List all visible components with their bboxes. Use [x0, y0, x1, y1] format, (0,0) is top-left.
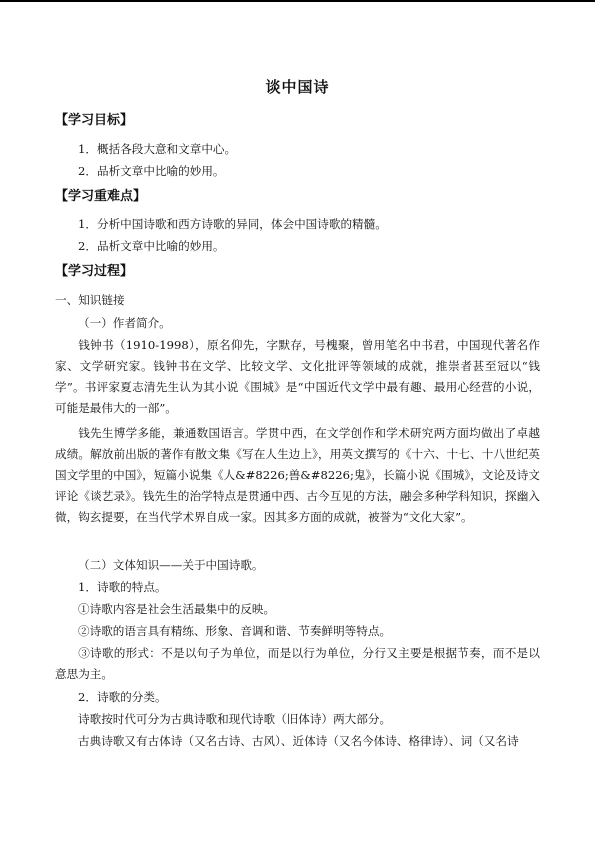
- author-works-text: 钱先生博学多能，兼通数国语言。学贯中西，在文学创作和学术研究两方面均做出了卓越成绩。解放前出版的著作有散文集《写在人生边上》，用英文撰写的《十六、十七、十八世纪英国文学里的中国》，短篇小说集《人&#8226;兽&#8226;鬼》，长篇小说《围城》，文论及诗文评论《谈艺录》。钱先生的治学特点是贯通中西、古今互见的方法，融会多种学科知识，探幽入微，钩玄提要，在当代学术界自成一家。因其多方面的成就，被誉为“文化大家”。: [55, 426, 540, 524]
- feature-item-3: ③诗歌的形式：不是以句子为单位，而是以行为单位，分行又主要是根据节奏，而不是以意思为主。: [55, 646, 540, 681]
- page-title: 谈中国诗: [265, 78, 330, 96]
- feature-item-1: ①诗歌内容是社会生活最集中的反映。: [78, 602, 276, 616]
- author-intro-text: 钱钟书（1910-1998），原名仰先，字默存，号槐聚，曾用笔名中书君，中国现代著名作家、文学研究家。钱钟书在文学、比较文学、文化批评等领域的成就，推崇者甚至冠以“钱学”。书评家夏志清先生认为其小说《围城》是“中国近代文学中最有趣、最用心经营的小说，可能是最伟大的一部”。: [55, 338, 540, 415]
- keypoint-item-2: 2．品析文章中比喻的妙用。: [78, 239, 225, 253]
- features-heading: 1．诗歌的特点。: [78, 580, 167, 594]
- subheading-author: （一）作者简介。: [78, 316, 171, 330]
- goal-item-1: 1．概括各段大意和文章中心。: [78, 142, 237, 156]
- keypoint-item-1: 1．分析中国诗歌和西方诗歌的异同，体会中国诗歌的精髓。: [78, 217, 387, 231]
- section-heading-goals: 【学习目标】: [55, 113, 134, 128]
- goal-item-2: 2．品析文章中比喻的妙用。: [78, 164, 225, 178]
- classification-item-1: 诗歌按时代可分为古典诗歌和现代诗歌（旧体诗）两大部分。: [78, 712, 392, 726]
- section-heading-keypoints: 【学习重难点】: [55, 189, 147, 204]
- classification-heading: 2．诗歌的分类。: [78, 690, 167, 704]
- feature-item-2: ②诗歌的语言具有精练、形象、音调和谐、节奏鲜明等特点。: [78, 624, 392, 638]
- classification-item-2: 古典诗歌又有古体诗（又名古诗、古风）、近体诗（又名今体诗、格律诗）、词（又名诗: [78, 734, 519, 748]
- feature-3-paragraph: [55, 643, 540, 685]
- section-heading-process: 【学习过程】: [55, 264, 134, 279]
- author-paragraph: [55, 335, 540, 419]
- part-heading-knowledge: 一、知识链接: [55, 293, 125, 307]
- works-paragraph: [55, 423, 540, 528]
- subheading-genre: （二）文体知识——关于中国诗歌。: [78, 558, 264, 572]
